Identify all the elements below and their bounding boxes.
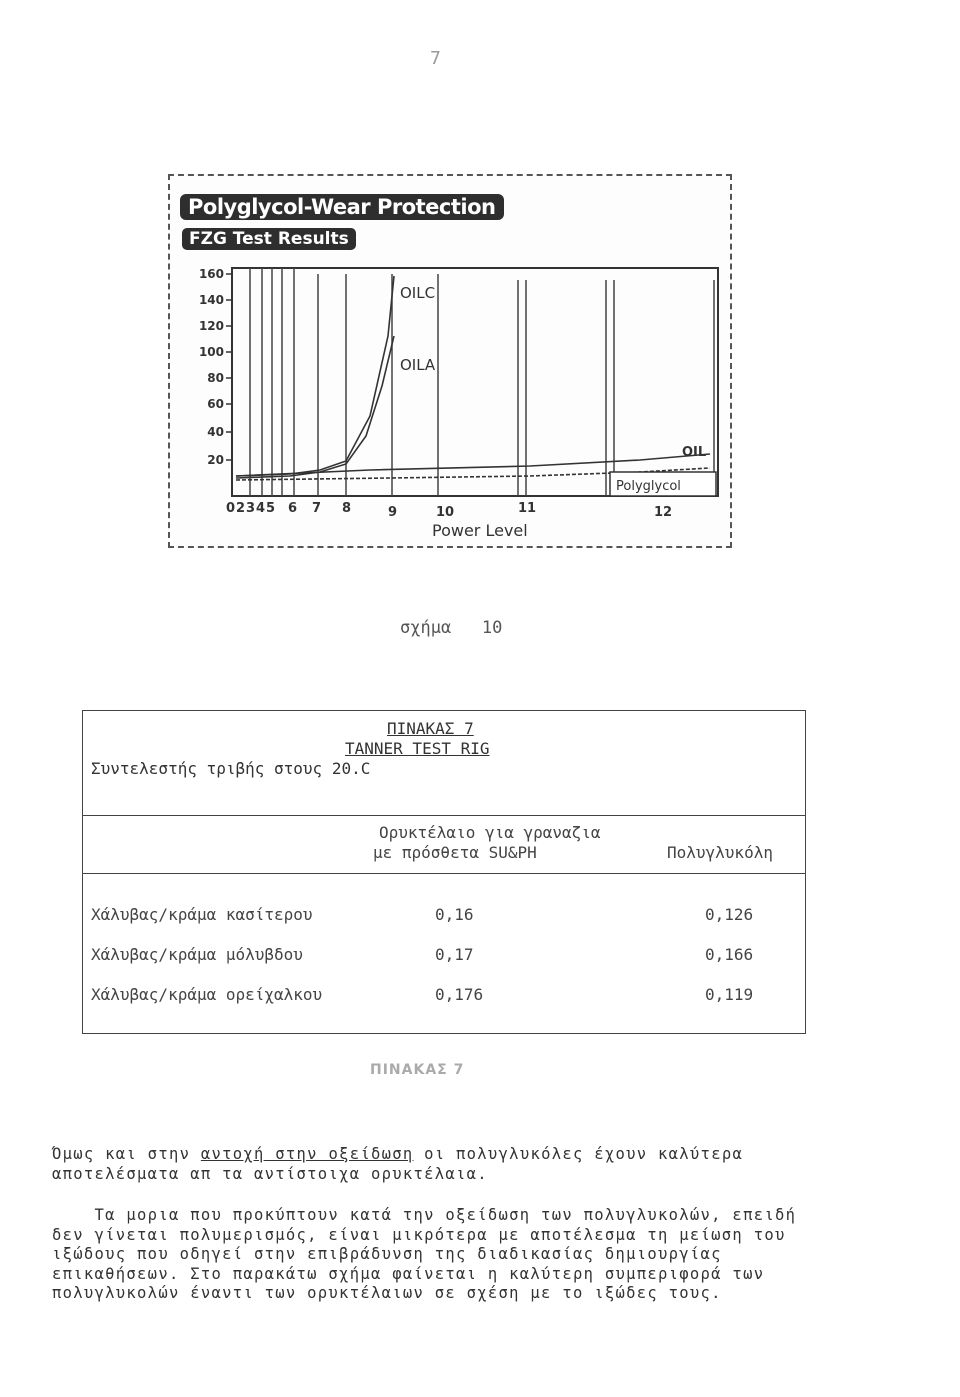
table-description: Συντελεστής τριβής στους 20.C <box>91 759 371 778</box>
x-tick-0: 0 <box>226 501 236 516</box>
p1-text-b: οι πολυγλυκόλες έχουν καλύτερα <box>413 1145 744 1163</box>
curve-label-oila: OILA <box>400 356 436 374</box>
row-2-material: Χάλυβας/κράμα μόλυβδου <box>91 945 303 964</box>
paragraph-1 <box>52 1144 912 1184</box>
caption-number: 10 <box>481 618 503 638</box>
curves <box>236 276 710 480</box>
curve-label-oilc: OILC <box>400 284 436 302</box>
table-under-label: ΠΙΝΑΚΑΣ 7 <box>370 1062 465 1078</box>
plot-frame <box>232 268 718 496</box>
row-1-polyglycol: 0,126 <box>705 905 754 924</box>
paragraph-2-line-4: επικαθήσεων. Στο παρακάτω σχήμα φαίνεται η καλύτερη συμπεριφορά των <box>52 1264 765 1283</box>
y-tick-60: 60 <box>207 397 224 411</box>
curve-label-oil: OIL <box>682 445 707 460</box>
page-number: 7 <box>430 48 441 69</box>
paragraph-2-line-5: πολυγλυκολών έναντι των ορυκτέλαιων σε σχέση με το ιξώδες τους. <box>52 1284 722 1302</box>
x-tick-5: 5 <box>266 501 276 516</box>
row-3-polyglycol: 0,119 <box>705 985 754 1004</box>
row-3-mineral: 0,176 <box>435 985 484 1004</box>
col-header-mineral-line2: με πρόσθετα SU&PH <box>373 843 537 862</box>
paragraph-1-line-2: αποτελέσματα απ τα αντίστοιχα ορυκτέλαια. <box>52 1165 488 1183</box>
col-header-mineral-line1: Ορυκτέλαιο για γραναζια <box>379 823 601 842</box>
paragraph-2-line-2: δεν γίνεται πολυμερισμός, είναι μικρότερα με αποτέλεσμα τη μείωση του <box>52 1225 786 1244</box>
y-tick-160: 160 <box>198 267 224 281</box>
x-tick-4: 4 <box>256 501 266 516</box>
curve-label-polyglycol: Polyglycol <box>616 479 681 494</box>
row-1-mineral: 0,16 <box>435 905 474 924</box>
x-tick-2: 2 <box>236 501 246 516</box>
y-tick-140: 140 <box>198 293 224 307</box>
x-tick-10: 10 <box>436 505 455 520</box>
x-tick-9: 9 <box>388 505 398 520</box>
table-divider-header <box>83 873 805 874</box>
paragraph-2-line-3: ιξώδους που οδηγεί στην επιβράδυνση της διαδικασίας δημιουργίας <box>52 1245 722 1263</box>
panel-dividers <box>250 268 714 496</box>
paragraph-2 <box>52 1206 912 1304</box>
row-3-material: Χάλυβας/κράμα ορείχαλκου <box>91 985 323 1004</box>
x-tick-6: 6 <box>288 501 298 516</box>
x-axis-label: Power Level <box>432 521 528 540</box>
table-7 <box>82 710 806 1034</box>
x-tick-12: 12 <box>654 505 673 520</box>
table-divider-top <box>83 815 805 816</box>
x-tick-3: 3 <box>246 501 256 516</box>
y-tick-120: 120 <box>198 319 224 333</box>
x-tick-7: 7 <box>312 501 322 516</box>
row-2-mineral: 0,17 <box>435 945 474 964</box>
x-tick-11: 11 <box>518 501 537 516</box>
table-subtitle: TANNER TEST RIG <box>345 739 490 758</box>
curve-oila <box>236 336 394 478</box>
x-tick-labels <box>226 501 672 520</box>
curve-labels <box>400 284 706 460</box>
paragraph-2-line-1: Τα μορια που προκύπτουν κατά την οξείδωση των πολυγλυκολών, επειδή <box>52 1206 797 1224</box>
row-2-polyglycol: 0,166 <box>705 945 754 964</box>
y-tick-100: 100 <box>198 345 224 359</box>
y-tick-labels <box>199 267 224 467</box>
paragraph-1-line-1 <box>52 1144 912 1164</box>
y-tick-40: 40 <box>207 425 224 439</box>
table-title: ΠΙΝΑΚΑΣ 7 <box>387 719 474 738</box>
caption-word: σχήμα <box>400 618 452 638</box>
p1-underlined: αντοχή στην οξείδωση <box>200 1145 414 1163</box>
figure-fzg-chart <box>168 174 732 548</box>
p1-text-a: Όμως και στην <box>52 1145 201 1163</box>
curve-oilc <box>236 276 394 476</box>
figure-title: Polyglycol-Wear Protection <box>180 194 504 220</box>
col-header-polyglycol: Πολυγλυκόλη <box>667 843 773 862</box>
x-tick-8: 8 <box>342 501 352 516</box>
row-1-material: Χάλυβας/κράμα κασίτερου <box>91 905 313 924</box>
y-tick-20: 20 <box>207 453 224 467</box>
y-tick-80: 80 <box>207 371 224 385</box>
figure-caption <box>400 618 502 638</box>
figure-subtitle: FZG Test Results <box>182 228 356 250</box>
